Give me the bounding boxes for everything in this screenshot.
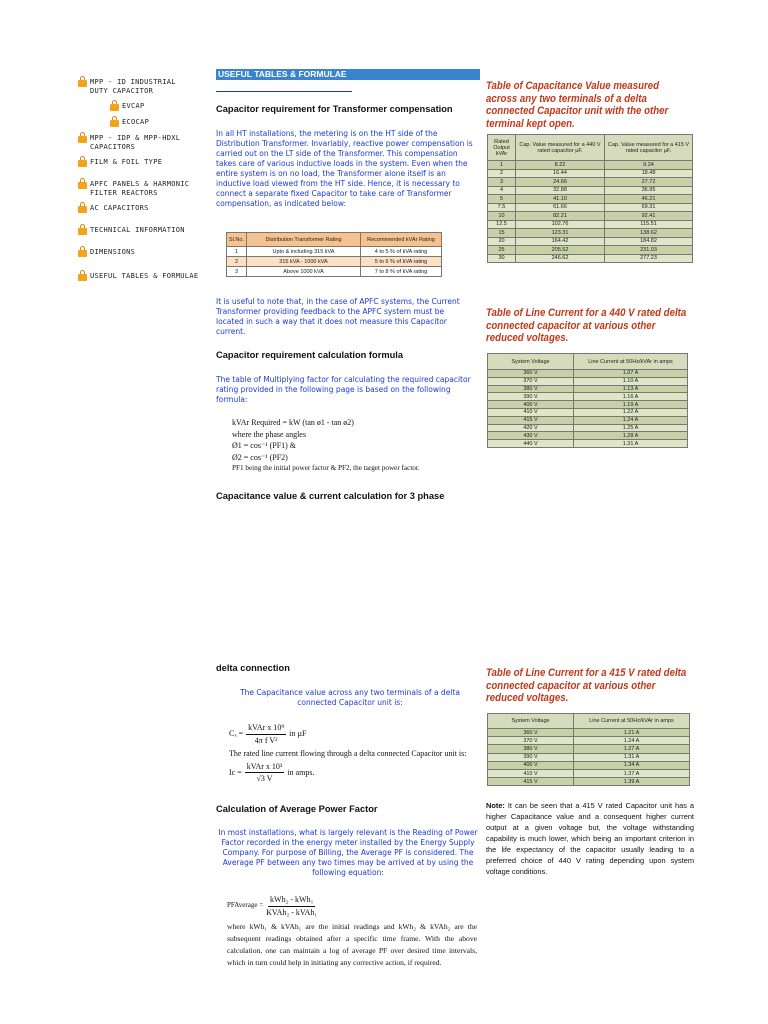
table-row	[488, 408, 688, 416]
table-cell: 1.37 A	[574, 769, 690, 777]
table-cell: 1.31 A	[574, 753, 690, 761]
table-header: Cap. Value measured for a 440 V rated capacitor µF.	[516, 135, 605, 161]
table-row	[488, 440, 688, 448]
table-cell: 5	[488, 195, 516, 204]
sidebar-item-label: AC CAPACITORS	[90, 204, 149, 212]
table-cell: 123.31	[516, 229, 605, 238]
table-row	[488, 761, 690, 769]
formula-line: kVAr Required = kW (tan ø1 - tan ø2)	[232, 418, 354, 427]
line-current-440-table	[487, 353, 688, 448]
table-row	[488, 745, 690, 753]
table-row	[488, 212, 693, 221]
table-cell: 370 V	[488, 737, 574, 745]
table-cell: 61.66	[516, 203, 605, 212]
table-row	[227, 267, 442, 277]
section-title-average-pf: Calculation of Average Power Factor	[216, 804, 378, 814]
lock-icon	[78, 202, 87, 213]
table-cell: 20	[488, 237, 516, 246]
formula-unit: in amps.	[287, 767, 315, 777]
capacitance-formula	[229, 722, 479, 785]
table-row	[488, 203, 693, 212]
formula-numerator: kVAr x 10³	[245, 761, 285, 774]
sidebar-item-film-foil[interactable]	[78, 156, 162, 167]
lock-icon	[78, 224, 87, 235]
sidebar-item-label: MPP - ID INDUSTRIAL DUTY CAPACITOR	[90, 78, 176, 95]
transformer-table	[226, 232, 442, 277]
table-cell: 18.48	[605, 169, 693, 178]
table-cell: 8.22	[516, 161, 605, 170]
table-cell: 1.34 A	[574, 761, 690, 769]
table-header: System Voltage	[488, 714, 574, 729]
table-cell: 277.23	[605, 254, 693, 263]
table-row	[488, 753, 690, 761]
table-cell: 380 V	[488, 385, 574, 393]
table-cell: 2	[488, 169, 516, 178]
table-cell: 1.39 A	[574, 778, 690, 786]
table-cell: 1.19 A	[574, 401, 688, 409]
table-row	[488, 220, 693, 229]
sidebar-item-apfc[interactable]	[78, 178, 208, 198]
sidebar-item-mpp-idp[interactable]	[78, 132, 198, 152]
table-cell: 231.03	[605, 246, 693, 255]
table-header: Distribution Transformer Rating	[247, 233, 361, 247]
sidebar-item-label: EVCAP	[122, 102, 145, 110]
table-cell: 184.82	[605, 237, 693, 246]
table-cell: 25	[488, 246, 516, 255]
table-cell: 430 V	[488, 432, 574, 440]
table-cell: 46.21	[605, 195, 693, 204]
formula-denominator: KVAh₂ - kVAh₁	[266, 907, 318, 917]
sidebar-item-label: APFC PANELS & HARMONIC FILTER REACTORS	[90, 180, 190, 197]
table-cell: 360 V	[488, 370, 574, 378]
capacitance-table	[487, 134, 693, 263]
lock-icon	[78, 156, 87, 167]
table-cell: 1.28 A	[574, 432, 688, 440]
table-row	[488, 416, 688, 424]
table-cell: 82.21	[516, 212, 605, 221]
formula-denominator: 4π f V²	[254, 735, 278, 745]
table-cell: Upto & including 315 kVA	[247, 247, 361, 257]
sidebar-item-useful-tables[interactable]	[78, 270, 198, 281]
table-header: Line Current at 50Hz/kVAr in amps	[574, 354, 688, 370]
table-cell: 246.62	[516, 254, 605, 263]
table-row	[488, 737, 690, 745]
table-cell: 7 to 8 % of kVA rating	[361, 267, 442, 277]
formula-unit: in µF	[289, 729, 307, 739]
table-cell: 27.72	[605, 178, 693, 187]
table-row	[227, 257, 442, 267]
table-cell: 1.27 A	[574, 745, 690, 753]
table-cell: 4 to 5 % of kVA rating	[361, 247, 442, 257]
table-cell: 15	[488, 229, 516, 238]
table-row	[488, 195, 693, 204]
table-cell: 102.76	[516, 220, 605, 229]
table-cell: 4	[488, 186, 516, 195]
table-row	[488, 729, 690, 737]
table-cell: 440 V	[488, 440, 574, 448]
table-row	[488, 178, 693, 187]
table-cell: 30	[488, 254, 516, 263]
note-text: It can be seen that a 415 V rated Capacitor unit has a higher Capacitance value and a consequent higher current output at a given voltage but, the voltage withstanding capability is much lower, which being an important criterion in the life expectancy of the capacitor usually leading to a preferred choice of 440 V rating depending upon system voltage conditions.	[486, 801, 694, 876]
divider	[216, 91, 352, 92]
table-cell: 1.10 A	[574, 377, 688, 385]
table-cell: 360 V	[488, 729, 574, 737]
formula-lhs: Cₓ =	[229, 729, 244, 739]
table-row	[227, 247, 442, 257]
table-row	[488, 370, 688, 378]
section-text-calculation: The table of Multiplying factor for calculating the required capacitor rating provided in the following page is based on the following formula:	[216, 375, 471, 404]
table-row	[488, 229, 693, 238]
table-cell: 315 kVA - 1000 kVA	[247, 257, 361, 267]
table-cell: 164.42	[516, 237, 605, 246]
lock-icon	[78, 246, 87, 257]
lock-icon	[110, 116, 119, 127]
table-cell: 3	[488, 178, 516, 187]
section-note-apfc: It is useful to note that, in the case of APFC systems, the Current Transformer providing feedback to the APFC system must be located in such a way that it does not measure this Capacitor current.	[216, 297, 460, 336]
formula-lhs: Ic =	[229, 767, 242, 777]
sidebar-item-label: DIMENSIONS	[90, 248, 136, 256]
table-cell: 32.88	[516, 186, 605, 195]
table-cell: 41.10	[516, 195, 605, 204]
sidebar-item-dimensions[interactable]	[78, 246, 135, 257]
table-cell: 1.07 A	[574, 370, 688, 378]
table-cell: 410 V	[488, 769, 574, 777]
lc440-table-title: Table of Line Current for a 440 V rated delta connected capacitor at various other reduced voltages.	[486, 307, 687, 344]
table-row	[488, 769, 690, 777]
table-row	[488, 424, 688, 432]
section-title-calculation: Capacitor requirement calculation formula	[216, 350, 404, 360]
table-cell: 5 to 6 % of kVA rating	[361, 257, 442, 267]
table-row	[488, 254, 693, 263]
table-cell: 36.95	[605, 186, 693, 195]
table-cell: 390 V	[488, 753, 574, 761]
section-title-3phase: Capacitance value & current calculation for 3 phase	[216, 491, 445, 501]
section-title-transformer: Capacitor requirement for Transformer compensation	[216, 104, 453, 114]
table-cell: 1	[488, 161, 516, 170]
formula-line: PF1 being the initial power factor & PF2, the target power factor.	[232, 464, 420, 472]
sidebar-item-label: FILM & FOIL TYPE	[90, 158, 163, 166]
table-cell: 2	[227, 257, 247, 267]
average-pf-formula	[227, 894, 477, 969]
section-text-average-pf: In most installations, what is largely relevant is the Reading of Power Factor recorded in the energy meter installed by the Energy Supply Company. For purpose of Billing, the Average PF is considered. The Average PF between any two times may be arrived at by using the following equation:	[218, 828, 478, 877]
sidebar-item-label: MPP - IDP & MPP-HDXL CAPACITORS	[90, 134, 181, 151]
sidebar-item-label: TECHNICAL INFORMATION	[90, 226, 185, 234]
table-row	[488, 169, 693, 178]
table-cell: 1.16 A	[574, 393, 688, 401]
table-cell: 92.41	[605, 212, 693, 221]
sidebar-item-ac-capacitors[interactable]	[78, 202, 149, 213]
sidebar-item-label: USEFUL TABLES & FORMULAE	[90, 272, 199, 280]
lock-icon	[78, 178, 87, 189]
table-row	[488, 432, 688, 440]
section-text-transformer: In all HT installations, the metering is on the HT side of the Distribution Transformer. Invariably, reactive power compensation is carried out on the LT side of the Transformer. This compensation takes care of various inductive loads in the system. Even when the entire system is on no load, the Transformer alone itself is an inductive load viewed from the HT side. Hence, it is necessary to connect a separate fixed Capacitor to take care of Transformer compensation, as indicated below:	[216, 129, 473, 208]
sidebar-item-mpp-id[interactable]	[78, 76, 198, 96]
table-cell: 1.25 A	[574, 424, 688, 432]
section-title-delta: delta connection	[216, 663, 290, 673]
formula-text: where kWh₁ & kVAh₁ are the initial readings and kWh₂ & kVAh₂ are the subsequent readings obtained after a specific time frame. With the above calculation, one can maintain a log of average PF over desired time intervals, which in turn could help in initiating any corrective action, if required.	[227, 922, 477, 967]
table-header: Sl.No.	[227, 233, 247, 247]
lock-icon	[78, 76, 87, 87]
page-banner: USEFUL TABLES & FORMULAE	[216, 69, 480, 80]
table-header: Cap. Value measured for a 415 V rated capacitor µF.	[605, 135, 693, 161]
table-cell: 10	[488, 212, 516, 221]
sidebar-item-evcap[interactable]	[110, 100, 145, 111]
table-cell: 24.66	[516, 178, 605, 187]
table-cell: 390 V	[488, 393, 574, 401]
table-cell: 138.62	[605, 229, 693, 238]
table-cell: 400 V	[488, 401, 574, 409]
sidebar-item-label: ECOCAP	[122, 118, 150, 126]
table-row	[488, 186, 693, 195]
table-cell: 400 V	[488, 761, 574, 769]
table-row	[488, 393, 688, 401]
table-cell: 9.24	[605, 161, 693, 170]
table-row	[488, 161, 693, 170]
formula-line: Ø1 = cos⁻¹ (PF1) &	[232, 441, 297, 450]
table-cell: 1.22 A	[574, 408, 688, 416]
formula-text: The rated line current flowing through a delta connected Capacitor unit is:	[229, 749, 467, 758]
table-cell: 415 V	[488, 778, 574, 786]
table-cell: 16.44	[516, 169, 605, 178]
lc415-table-title: Table of Line Current for a 415 V rated delta connected capacitor at various other reduced voltages.	[486, 667, 687, 704]
table-row	[488, 377, 688, 385]
lock-icon	[110, 100, 119, 111]
table-cell: 410 V	[488, 408, 574, 416]
table-cell: Above 1000 kVA	[247, 267, 361, 277]
formula-lhs: PFAverage =	[227, 901, 264, 910]
sidebar-item-ecocap[interactable]	[110, 116, 149, 127]
table-cell: 69.31	[605, 203, 693, 212]
lock-icon	[78, 270, 87, 281]
table-row	[488, 778, 690, 786]
kvar-formula	[232, 417, 477, 475]
table-cell: 1.24 A	[574, 416, 688, 424]
table-row	[488, 237, 693, 246]
table-row	[488, 385, 688, 393]
formula-numerator: kWh₂ - kWh₁	[268, 894, 315, 907]
lock-icon	[78, 132, 87, 143]
table-cell: 420 V	[488, 424, 574, 432]
table-cell: 1.31 A	[574, 440, 688, 448]
table-cell: 115.51	[605, 220, 693, 229]
table-cell: 370 V	[488, 377, 574, 385]
table-row	[488, 401, 688, 409]
formula-line: Ø2 = cos⁻¹ (PF2)	[232, 452, 288, 462]
cap-table-title: Table of Capacitance Value measured across any two terminals of a delta connected Capacitor unit with the other terminal kept open.	[486, 80, 669, 130]
table-cell: 205.52	[516, 246, 605, 255]
table-cell: 1	[227, 247, 247, 257]
table-cell: 1.21 A	[574, 729, 690, 737]
table-header: Line Current at 50Hz/kVAr in amps	[574, 714, 690, 729]
formula-denominator: √3 V	[256, 774, 273, 783]
table-cell: 1.13 A	[574, 385, 688, 393]
table-cell: 380 V	[488, 745, 574, 753]
formula-numerator: kVAr x 10⁹	[246, 722, 286, 735]
sidebar-item-technical-information[interactable]	[78, 224, 185, 235]
section-text-delta: The Capacitance value across any two terminals of a delta connected Capacitor unit is:	[240, 688, 460, 707]
table-cell: 415 V	[488, 416, 574, 424]
table-cell: 3	[227, 267, 247, 277]
table-cell: 7.5	[488, 203, 516, 212]
table-row	[488, 246, 693, 255]
table-cell: 1.24 A	[574, 737, 690, 745]
table-header: Rated Output kVAr	[488, 135, 516, 161]
note-label: Note:	[486, 801, 505, 810]
line-current-415-table	[487, 713, 690, 786]
table-header: System Voltage	[488, 354, 574, 370]
table-header: Recommended kVAr Rating	[361, 233, 442, 247]
formula-line: where the phase angles	[232, 429, 306, 439]
voltage-note	[486, 800, 694, 877]
table-cell: 12.5	[488, 220, 516, 229]
